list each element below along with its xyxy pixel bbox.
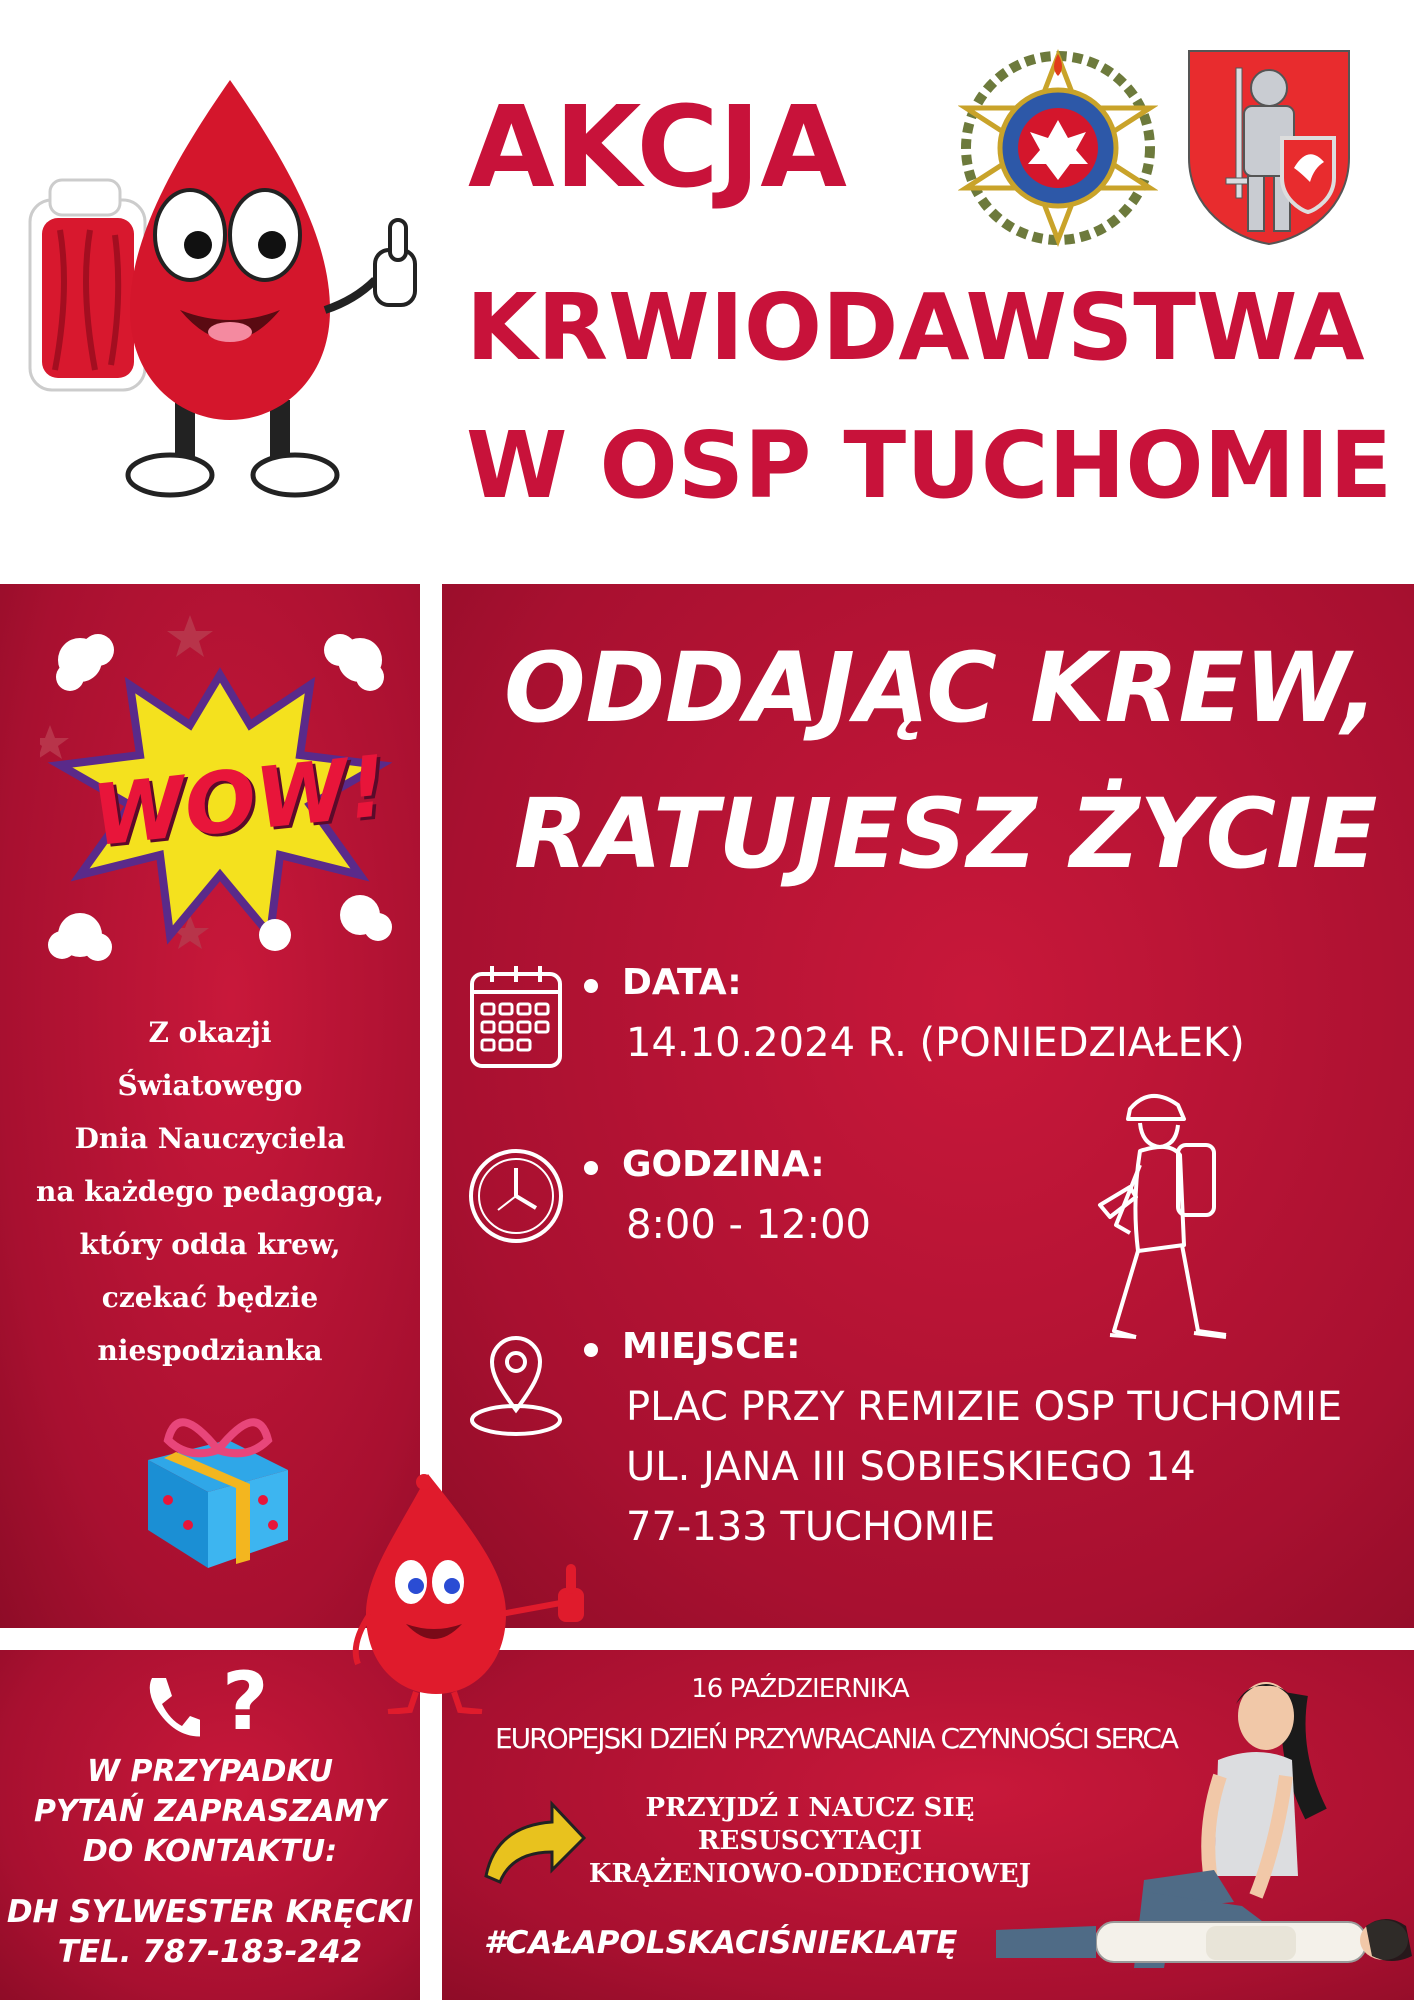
bullet <box>584 979 598 993</box>
slogan-line-1: ODDAJĄC KREW, <box>504 632 1379 744</box>
cpr-illustration <box>996 1664 1414 2000</box>
time-value: 8:00 - 12:00 <box>626 1202 871 1248</box>
place-line: UL. JANA III SOBIESKIEGO 14 <box>626 1444 1196 1490</box>
question-icon: ? <box>222 1655 269 1748</box>
cta-line: PRZYJDŹ I NAUCZ SIĘ <box>645 1793 975 1823</box>
calendar-icon <box>468 962 564 1070</box>
note-line: który odda krew, <box>79 1228 341 1261</box>
time-label: GODZINA: <box>622 1144 825 1185</box>
cpr-cta <box>580 1792 1040 1891</box>
blood-drop-mascot <box>336 1464 596 1714</box>
fire-brigade-emblem <box>958 48 1158 248</box>
bullet <box>584 1343 598 1357</box>
date-label: DATA: <box>622 962 742 1003</box>
note-line: niespodzianka <box>97 1334 323 1367</box>
bullet <box>584 1161 598 1175</box>
slogan-line-2: RATUJESZ ŻYCIE <box>514 778 1378 890</box>
gift-icon <box>138 1400 298 1570</box>
title-line-2: KRWIODAWSTWA <box>466 274 1365 381</box>
contact-phone: TEL. 787-183-242 <box>57 1934 363 1970</box>
contact-line: W PRZYPADKU <box>87 1754 333 1789</box>
title-line-3: W OSP TUCHOMIE <box>466 412 1393 519</box>
note-line: Z okazji <box>148 1016 272 1049</box>
place-label: MIEJSCE: <box>622 1326 801 1367</box>
hashtag: #CAŁAPOLSKACIŚNIEKLATĘ <box>484 1925 958 1961</box>
date-value: 14.10.2024 R. (PONIEDZIAŁEK) <box>626 1020 1245 1066</box>
contact-line: DO KONTAKTU: <box>82 1834 338 1869</box>
cpr-date: 16 PAŹDZIERNIKA <box>691 1674 909 1704</box>
place-line: 77-133 TUCHOMIE <box>626 1504 996 1550</box>
note-line: na każdego pedagoga, <box>36 1175 384 1208</box>
arrow-icon <box>478 1790 588 1890</box>
wow-text: WOW! <box>87 736 392 866</box>
cta-line: KRĄŻENIOWO-ODDECHOWEJ <box>588 1859 1032 1889</box>
location-pin-icon <box>468 1330 564 1438</box>
header-mascot <box>20 70 440 510</box>
contact-name: DH SYLWESTER KRĘCKI <box>6 1894 414 1930</box>
firefighter-icon <box>1090 1085 1250 1355</box>
teachers-day-note <box>0 1006 420 1377</box>
title-line-1: AKCJA <box>468 83 847 213</box>
place-line: PLAC PRZY REMIZIE OSP TUCHOMIE <box>626 1384 1343 1430</box>
contact-text <box>0 1752 420 1872</box>
contact-line: PYTAŃ ZAPRASZAMY <box>33 1794 387 1829</box>
tuchomie-coat-of-arms <box>1186 48 1352 246</box>
note-line: czekać będzie <box>101 1281 319 1314</box>
cta-line: RESUSCYTACJI <box>697 1826 923 1856</box>
note-line: Światowego <box>117 1069 303 1102</box>
cpr-event: EUROPEJSKI DZIEŃ PRZYWRACANIA CZYNNOŚCI SERCA <box>494 1722 1178 1755</box>
blood-bag-icon <box>30 180 145 390</box>
clock-icon <box>466 1146 566 1246</box>
note-line: Dnia Nauczyciela <box>74 1122 346 1155</box>
phone-icon <box>140 1672 200 1742</box>
